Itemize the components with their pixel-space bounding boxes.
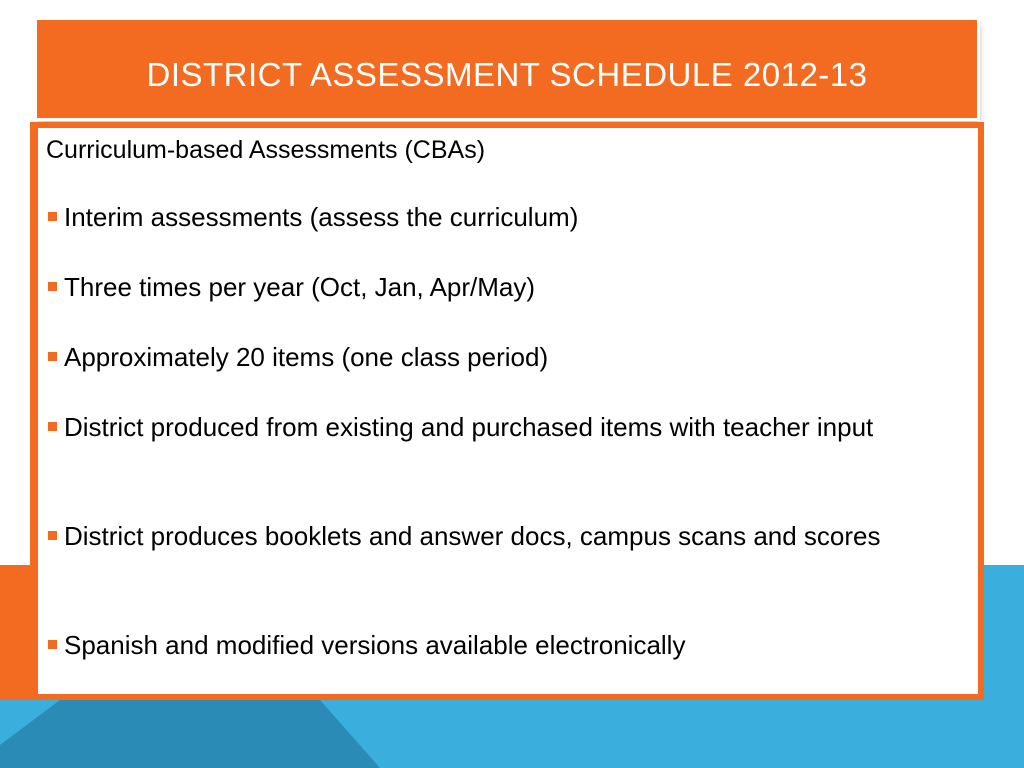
content-heading: Curriculum-based Assessments (CBAs) bbox=[46, 136, 486, 164]
bullet-square-icon bbox=[48, 282, 57, 291]
bullet-item bbox=[46, 517, 966, 556]
bullet-item bbox=[46, 408, 966, 447]
bullet-item bbox=[46, 626, 966, 665]
bullet-text: District produced from existing and purchased items with teacher input bbox=[64, 412, 874, 442]
bullet-text: Three times per year (Oct, Jan, Apr/May) bbox=[64, 272, 536, 302]
bullet-item bbox=[46, 268, 966, 307]
bullet-text: Interim assessments (assess the curriculum) bbox=[64, 202, 579, 232]
bullet-item bbox=[46, 338, 966, 377]
bullet-item bbox=[46, 198, 966, 237]
bullet-square-icon bbox=[48, 422, 57, 431]
bullet-text: Approximately 20 items (one class period) bbox=[64, 342, 549, 372]
slide-title-bar bbox=[37, 20, 977, 118]
slide-title: DISTRICT ASSESSMENT SCHEDULE 2012-13 bbox=[146, 56, 868, 93]
bullet-text: District produces booklets and answer docs, campus scans and scores bbox=[64, 521, 881, 551]
content-panel bbox=[38, 128, 978, 694]
bullet-square-icon bbox=[48, 640, 57, 649]
bullet-square-icon bbox=[48, 531, 57, 540]
bullet-text: Spanish and modified versions available electronically bbox=[64, 630, 686, 660]
bullet-square-icon bbox=[48, 352, 57, 361]
bullet-square-icon bbox=[48, 212, 57, 221]
